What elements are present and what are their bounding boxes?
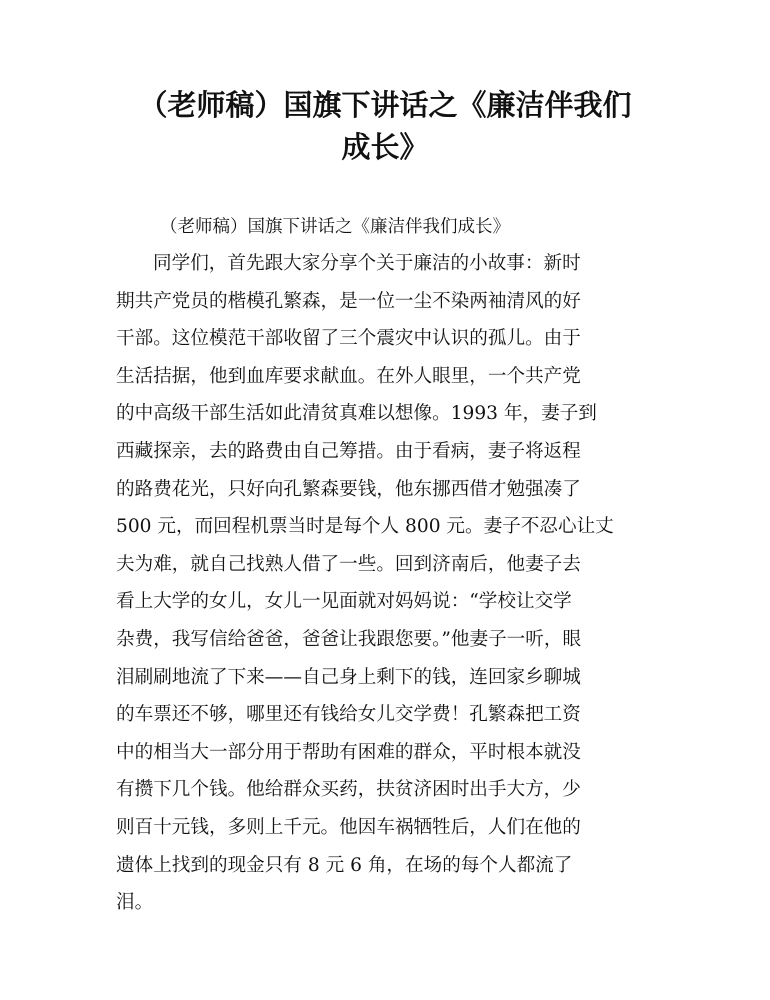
body-line: 的路费花光，只好向孔繁森要钱，他东挪西借才勉强凑了	[116, 478, 581, 500]
body-line: 中的相当大一部分用于帮助有困难的群众，平时根本就没	[116, 741, 581, 763]
document-title	[100, 84, 670, 168]
document-subtitle: （老师稿）国旗下讲话之《廉洁伴我们成长》	[160, 217, 510, 237]
body-line: 的中高级干部生活如此清贫真难以想像。1993 年，妻子到	[116, 403, 597, 425]
body-line: 杂费，我写信给爸爸，爸爸让我跟您要。”他妻子一听，眼	[116, 628, 582, 650]
body-line: 干部。这位模范干部收留了三个震灾中认识的孤儿。由于	[116, 328, 581, 350]
body-line: 有攒下几个钱。他给群众买药，扶贫济困时出手大方，少	[116, 779, 581, 801]
body-line: 生活拮据，他到血库要求献血。在外人眼里，一个共产党	[116, 365, 581, 387]
body-line: 泪。	[116, 892, 154, 914]
body-line: 西藏探亲，去的路费由自己筹措。由于看病，妻子将返程	[116, 440, 581, 462]
body-line: 则百十元钱，多则上千元。他因车祸牺牲后，人们在他的	[116, 816, 581, 838]
title-line: 成长》	[341, 130, 429, 164]
body-line: 泪刷刷地流了下来——自己身上剩下的钱，连回家乡聊城	[116, 666, 581, 688]
body-line: 500 元，而回程机票当时是每个人 800 元。妻子不忍心让丈	[116, 516, 614, 538]
body-line: 期共产党员的楷模孔繁森，是一位一尘不染两袖清风的好	[116, 290, 581, 312]
body-line: 遗体上找到的现金只有 8 元 6 角，在场的每个人都流了	[116, 854, 573, 876]
body-line: 的车票还不够，哪里还有钱给女儿交学费！孔繁森把工资	[116, 704, 581, 726]
body-text	[116, 245, 676, 922]
title-line: （老师稿）国旗下讲话之《廉洁伴我们	[138, 88, 632, 122]
body-line: 同学们，首先跟大家分享个关于廉洁的小故事：新时	[153, 253, 581, 274]
body-line: 夫为难，就自己找熟人借了一些。回到济南后，他妻子去	[116, 553, 581, 575]
body-line: 看上大学的女儿，女儿一见面就对妈妈说：“学校让交学	[116, 591, 572, 613]
